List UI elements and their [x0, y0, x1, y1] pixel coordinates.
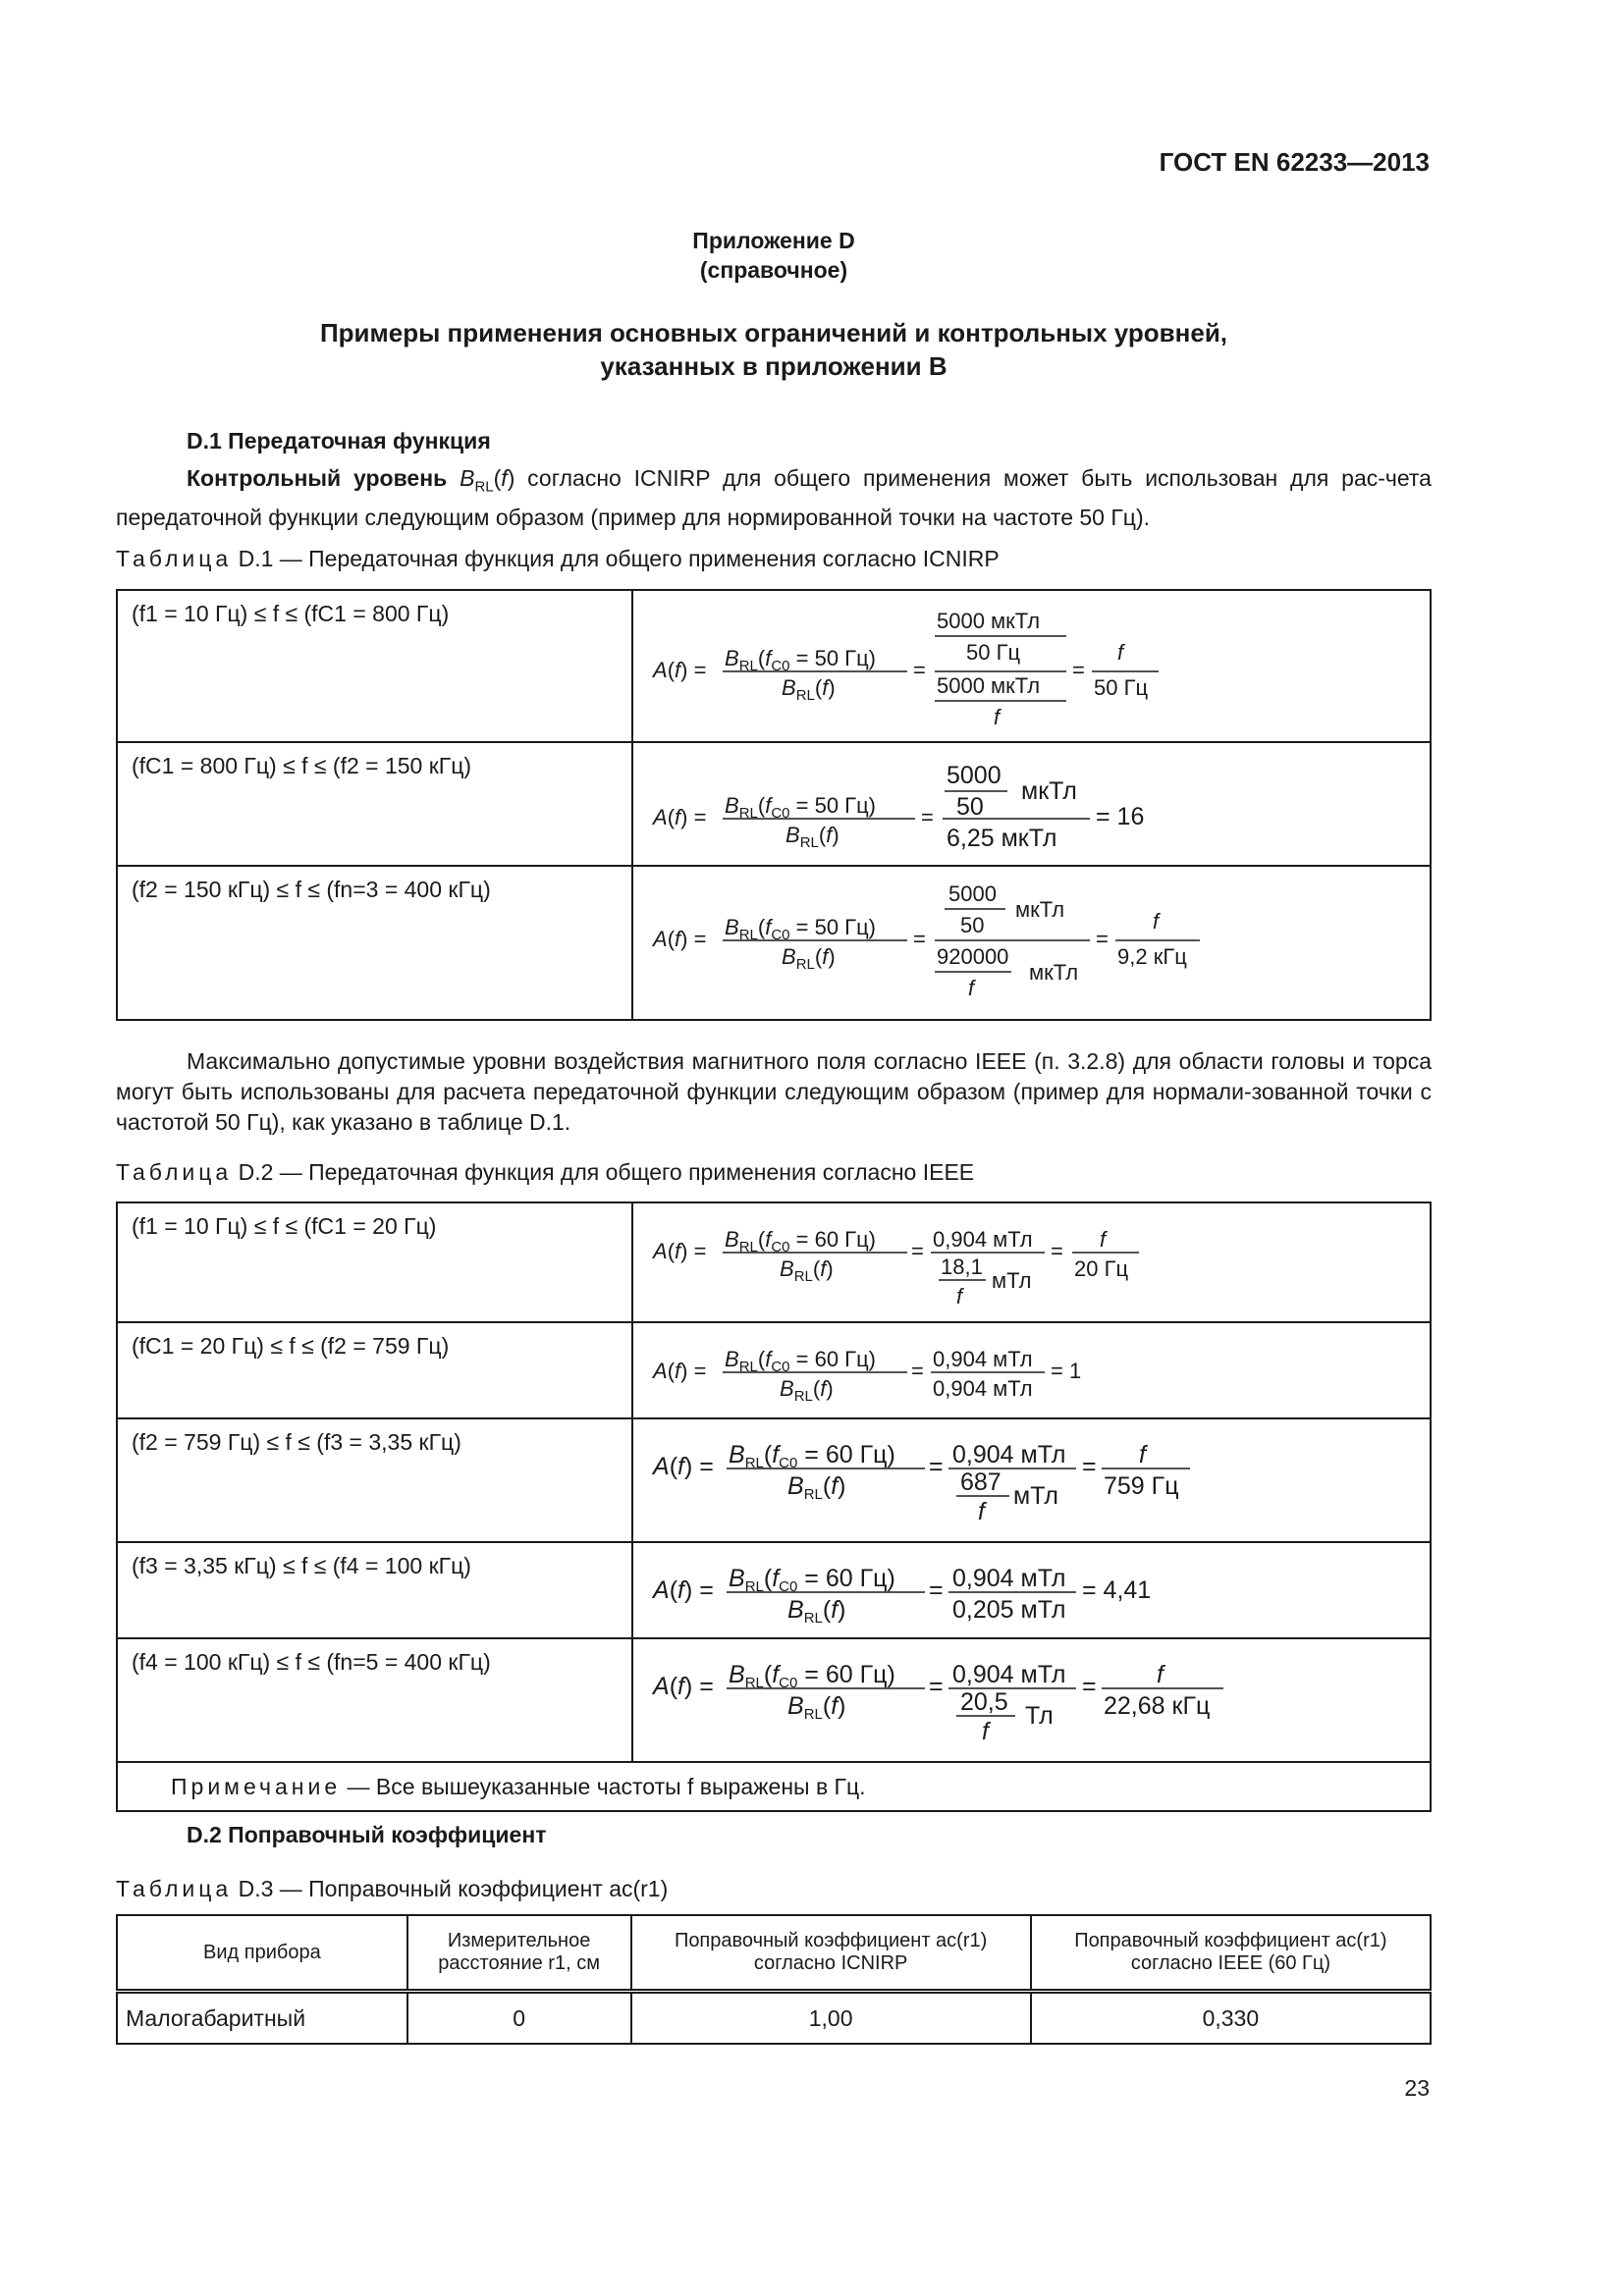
svg-text:920000: 920000 — [937, 944, 1009, 969]
page-number: 23 — [1404, 2075, 1430, 2101]
svg-text:BRL(f): $B_{RL}(f)$ — [787, 1596, 846, 1627]
svg-text:A(f) =: A(f) = — [653, 1453, 714, 1480]
table1-range-1: (f1 = 10 Гц) ≤ f ≤ (fC1 = 800 Гц) — [132, 601, 450, 626]
svg-text:мкТл: мкТл — [1015, 897, 1065, 922]
main-title-line1: Примеры применения основных ограничений и контрольных уровней, — [319, 318, 1228, 347]
svg-text:=: = — [929, 1453, 944, 1480]
svg-text:9,2 кГц: 9,2 кГц — [1117, 944, 1187, 969]
table3-header-icnirp: Поправочный коэффициент ac(r1) согласно ICNIRP — [631, 1915, 1031, 1992]
table2-range-1: (f1 = 10 Гц) ≤ f ≤ (fC1 = 20 Гц) — [132, 1213, 437, 1239]
svg-text:0,904 мТл: 0,904 мТл — [933, 1347, 1033, 1371]
para-bold-term: Контрольный уровень — [187, 465, 448, 491]
svg-text:A(f) =: A(f) = — [653, 1359, 707, 1383]
table3-header-ieee: Поправочный коэффициент ac(r1) согласно IEEE (60 Гц) — [1031, 1915, 1431, 1992]
svg-text:=: = — [911, 1239, 924, 1263]
table2-range-2: (fC1 = 20 Гц) ≤ f ≤ (f2 = 759 Гц) — [132, 1333, 450, 1359]
svg-text:мТл: мТл — [992, 1268, 1032, 1293]
svg-text:=: = — [929, 1673, 944, 1700]
note-label: Примечание — [171, 1774, 342, 1799]
caption-text: D.3 — Поправочный коэффициент ac(r1) — [238, 1876, 669, 1901]
svg-text:=: = — [911, 1359, 924, 1383]
caption-text: D.2 — Передаточная функция для общего применения согласно IEEE — [238, 1159, 975, 1185]
svg-text:BRL(fC0 = 50 Гц): $B_{RL}(f_{C0} = 50$ Гц) — [725, 915, 877, 943]
table3-cell-device: Малогабаритный — [117, 1992, 407, 2045]
svg-text:A(f) =: A(f) = — [653, 1576, 714, 1604]
svg-text:5000: 5000 — [947, 762, 1001, 789]
main-title-line2: указанных в приложении B — [600, 351, 947, 381]
svg-text:BRL(fC0 = 60 Гц): $B_{RL}(f_{C0} = 60$ Гц) — [729, 1441, 895, 1471]
svg-text:= 16: = 16 — [1096, 803, 1145, 830]
svg-text:= 1: = 1 — [1051, 1359, 1082, 1383]
svg-text:BRL(fC0 = 60 Гц): $B_{RL}(f_{C0} = 60$ Гц) — [729, 1565, 895, 1595]
svg-text:5000 мкТл: 5000 мкТл — [937, 609, 1041, 633]
svg-text:BRL(fC0 = 50 Гц): $B_{RL}(f_{C0} = 50$ Гц) — [725, 646, 877, 674]
svg-text:=: = — [921, 805, 934, 829]
svg-text:f: f — [1117, 640, 1124, 665]
svg-text:BRL(f): $B_{RL}(f)$ — [787, 1692, 846, 1723]
svg-text:=: = — [1082, 1453, 1097, 1480]
svg-text:=: = — [1072, 658, 1085, 682]
svg-text:BRL(fC0 = 50 Гц): $B_{RL}(f_{C0} = 50$ Гц) — [725, 793, 877, 822]
svg-text:= 4,41: = 4,41 — [1082, 1576, 1152, 1604]
svg-text:BRL(f): $B_{RL}(f)$ — [782, 675, 836, 704]
svg-text:20,5: 20,5 — [960, 1688, 1008, 1716]
svg-text:=: = — [929, 1576, 944, 1604]
svg-text:=: = — [913, 927, 926, 951]
table2-range-5: (f4 = 100 кГц) ≤ f ≤ (fn=5 = 400 кГц) — [132, 1649, 491, 1675]
table2-formula-3 — [648, 1429, 1198, 1543]
svg-text:18,1: 18,1 — [941, 1255, 983, 1279]
table3-cell-icnirp: 1,00 — [631, 1992, 1031, 2045]
table2-formula-4 — [648, 1553, 1198, 1637]
table3-cell-ieee: 0,330 — [1031, 1992, 1431, 2045]
table3-header-device: Вид прибора — [117, 1915, 407, 1992]
svg-text:BRL(fC0 = 60 Гц): $B_{RL}(f_{C0} = 60$ Гц) — [725, 1227, 877, 1255]
appendix-title: Приложение D — [692, 228, 855, 253]
svg-text:BRL(f): $B_{RL}(f)$ — [780, 1256, 834, 1285]
svg-text:f: f — [982, 1718, 989, 1745]
svg-text:BRL(f): $B_{RL}(f)$ — [780, 1376, 834, 1405]
svg-text:50 Гц: 50 Гц — [966, 640, 1021, 665]
section2-heading: D.2 Поправочный коэффициент — [187, 1822, 547, 1847]
table3 — [116, 1914, 1432, 2045]
svg-text:50: 50 — [960, 913, 985, 937]
table1-caption — [116, 546, 1000, 572]
svg-text:20 Гц: 20 Гц — [1074, 1256, 1129, 1281]
table1-range-3: (f2 = 150 кГц) ≤ f ≤ (fn=3 = 400 кГц) — [132, 877, 491, 902]
svg-text:5000 мкТл: 5000 мкТл — [937, 673, 1041, 698]
table1-formula-2 — [648, 754, 1198, 868]
svg-text:BRL(f): $B_{RL}(f)$ — [785, 823, 839, 851]
section1-heading: D.1 Передаточная функция — [187, 428, 491, 454]
svg-text:=: = — [1051, 1239, 1063, 1263]
svg-text:f: f — [1153, 909, 1160, 934]
svg-text:мкТл: мкТл — [1021, 777, 1077, 805]
table3-header-distance: Измерительное расстояние r1, см — [407, 1915, 631, 1992]
table2-formula-1 — [648, 1213, 1198, 1327]
caption-text: D.1 — Передаточная функция для общего применения согласно ICNIRP — [238, 546, 1000, 571]
svg-text:0,904 мТл: 0,904 мТл — [933, 1376, 1033, 1401]
svg-text:5000: 5000 — [948, 881, 997, 906]
svg-text:мТл: мТл — [1013, 1482, 1058, 1510]
svg-text:687: 687 — [960, 1468, 1001, 1496]
svg-text:BRL(fC0 = 60 Гц): $B_{RL}(f_{C0} = 60$ Гц) — [725, 1347, 877, 1375]
table1-formula-3 — [648, 878, 1237, 1021]
caption-label: Таблица — [116, 546, 233, 571]
svg-text:f: f — [1100, 1227, 1107, 1252]
table3-cell-distance: 0 — [407, 1992, 631, 2045]
svg-text:759 Гц: 759 Гц — [1104, 1472, 1179, 1500]
svg-text:мкТл: мкТл — [1029, 960, 1079, 985]
svg-text:=: = — [1096, 927, 1109, 951]
svg-text:BRL(fC0 = 60 Гц): $B_{RL}(f_{C0} = 60$ Гц) — [729, 1661, 895, 1691]
svg-text:0,904 мТл: 0,904 мТл — [952, 1565, 1066, 1592]
table1-range-2: (fC1 = 800 Гц) ≤ f ≤ (f2 = 150 кГц) — [132, 753, 472, 778]
svg-text:0,205 мТл: 0,205 мТл — [952, 1596, 1066, 1624]
caption-label: Таблица — [116, 1159, 233, 1185]
appendix-subtitle: (справочное) — [699, 257, 848, 283]
svg-text:f: f — [956, 1284, 963, 1308]
table2-caption — [116, 1159, 974, 1186]
table2-formula-2 — [648, 1333, 1198, 1417]
svg-text:f: f — [978, 1498, 985, 1525]
svg-text:BRL(f): $B_{RL}(f)$ — [787, 1472, 846, 1503]
svg-text:f: f — [1139, 1441, 1146, 1468]
svg-text:A(f) =: A(f) = — [653, 1673, 714, 1700]
svg-text:50 Гц: 50 Гц — [1094, 675, 1149, 700]
table2-range-3: (f2 = 759 Гц) ≤ f ≤ (f3 = 3,35 кГц) — [132, 1429, 461, 1455]
svg-text:f: f — [1157, 1661, 1164, 1688]
svg-text:6,25 мкТл: 6,25 мкТл — [947, 825, 1057, 852]
svg-text:f: f — [968, 976, 975, 1000]
svg-text:BRL(f): $B_{RL}(f)$ — [782, 944, 836, 973]
svg-text:50: 50 — [956, 793, 984, 821]
document-code: ГОСТ EN 62233—2013 — [1159, 147, 1430, 177]
svg-text:A(f) =: A(f) = — [653, 927, 707, 951]
svg-text:A(f) =: A(f) = — [653, 658, 707, 682]
svg-text:Тл: Тл — [1025, 1702, 1054, 1730]
svg-text:22,68 кГц: 22,68 кГц — [1104, 1692, 1211, 1720]
table3-caption — [116, 1876, 668, 1902]
table2-range-4: (f3 = 3,35 кГц) ≤ f ≤ (f4 = 100 кГц) — [132, 1553, 471, 1578]
svg-text:=: = — [913, 658, 926, 682]
section1-paragraph: Контрольный уровень $B_{RL}(f)$ согласно ICNIRP для общего применения может быть использован для рас-чета передаточной функции следующим образом (пример для нормированной точки на частоте 50 Гц). — [116, 465, 1432, 530]
svg-text:0,904 мТл: 0,904 мТл — [933, 1227, 1033, 1252]
svg-text:f: f — [994, 705, 1001, 729]
svg-text:=: = — [1082, 1673, 1097, 1700]
para-text: согласно ICNIRP для общего применения может быть использован для рас-чета передаточной функции следующим образом (пример для нормированной точки на частоте 50 Гц). — [116, 465, 1432, 530]
note-text: — Все вышеуказанные частоты f выражены в Гц. — [347, 1774, 866, 1799]
svg-text:0,904 мТл: 0,904 мТл — [952, 1661, 1066, 1688]
table2-formula-5 — [648, 1649, 1237, 1763]
svg-text:A(f) =: A(f) = — [653, 1239, 707, 1263]
caption-label: Таблица — [116, 1876, 233, 1901]
table1-formula-1 — [648, 601, 1198, 744]
svg-text:0,904 мТл: 0,904 мТл — [952, 1441, 1066, 1468]
table2-note — [171, 1774, 866, 1800]
svg-text:A(f) =: A(f) = — [653, 805, 707, 829]
ieee-paragraph: Максимально допустимые уровни воздействия магнитного поля согласно IEEE (п. 3.2.8) для области головы и торса могут быть использованы для расчета передаточной функции следующим образом (пример для нормали-зованной точки с частотой 50 Гц), как указано в таблице D.1. — [116, 1048, 1432, 1135]
